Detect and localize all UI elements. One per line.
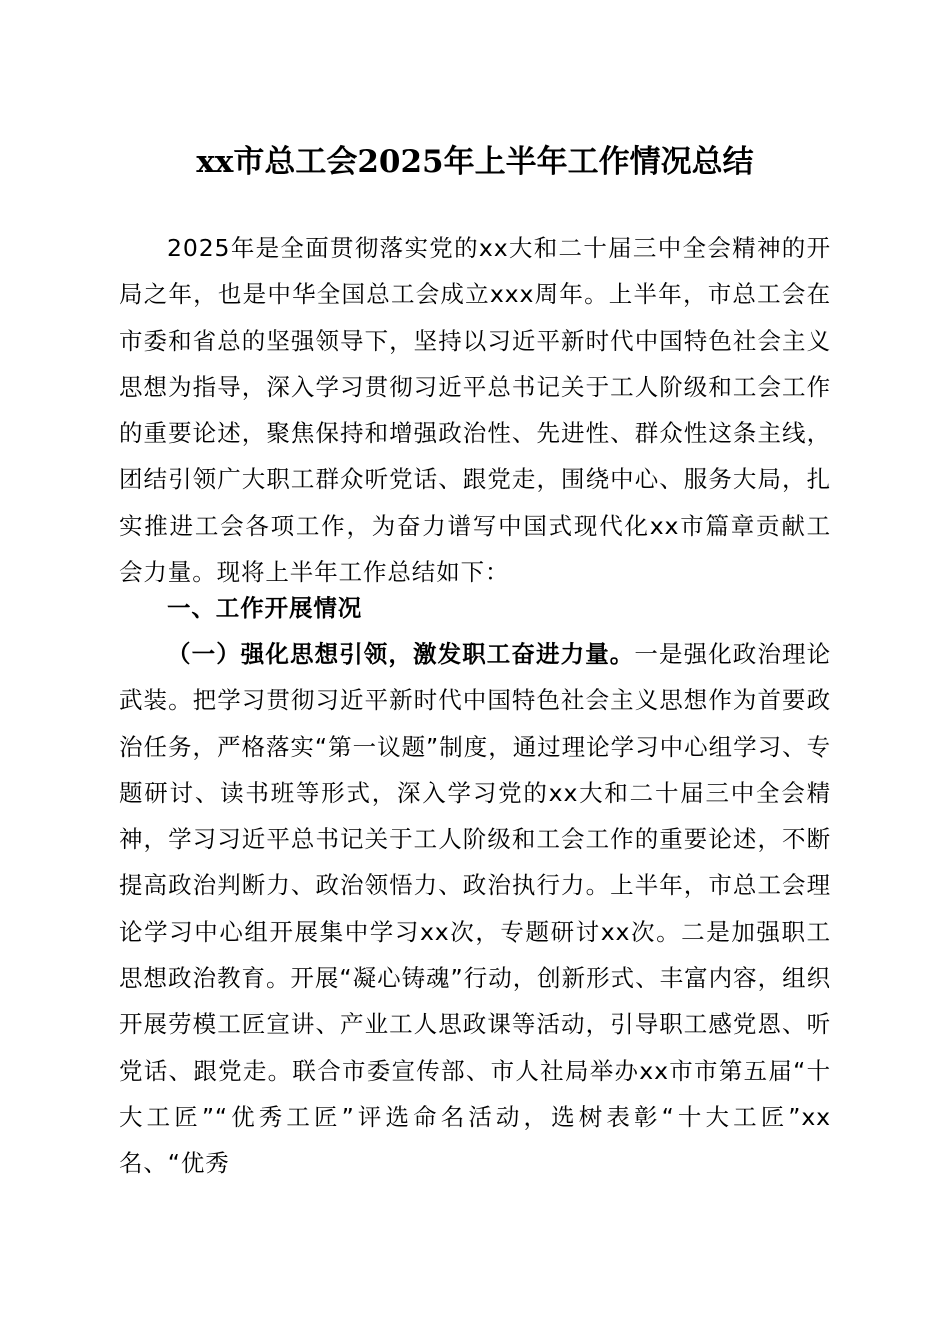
section-heading-work-progress: 一、工作开展情况 <box>167 594 363 622</box>
subsection-body-text: 一是强化政治理论武装。把学习贯彻习近平新时代中国特色社会主义思想作为首要政治任务，严格落实“第一议题”制度，通过理论学习中心组学习、专题研讨、读书班等形式，深入学习党的xx大和二十届三中全会精神，学习习近平总书记关于工人阶级和工会工作的重要论述，不断提高政治判断力、政治领悟力、政治执行力。上半年，市总工会理论学习中心组开展集中学习xx次，专题研讨xx次。二是加强职工思想政治教育。开展“凝心铸魂”行动，创新形式、丰富内容，组织开展劳模工匠宣讲、产业工人思政课等活动，引导职工感党恩、听党话、跟党走。联合市委宣传部、市人社局举办xx市市第五届“十大工匠”“优秀工匠”评选命名活动，选树表彰“十大工匠”xx名、“优秀 <box>119 640 831 1178</box>
subsection-paragraph-ideological-guidance <box>119 631 831 1187</box>
intro-paragraph: 2025年是全面贯彻落实党的xx大和二十届三中全会精神的开局之年，也是中华全国总工会成立xxx周年。上半年，市总工会在市委和省总的坚强领导下，坚持以习近平新时代中国特色社会主义思想为指导，深入学习贯彻习近平总书记关于工人阶级和工会工作的重要论述，聚焦保持和增强政治性、先进性、群众性这条主线，团结引领广大职工群众听党话、跟党走，围绕中心、服务大局，扎实推进工会各项工作，为奋力谱写中国式现代化xx市篇章贡献工会力量。现将上半年工作总结如下： <box>119 234 831 587</box>
subsection-lead-in: （一）强化思想引领，激发职工奋进力量。 <box>167 640 635 668</box>
document-title: xx市总工会2025年上半年工作情况总结 <box>196 144 754 180</box>
